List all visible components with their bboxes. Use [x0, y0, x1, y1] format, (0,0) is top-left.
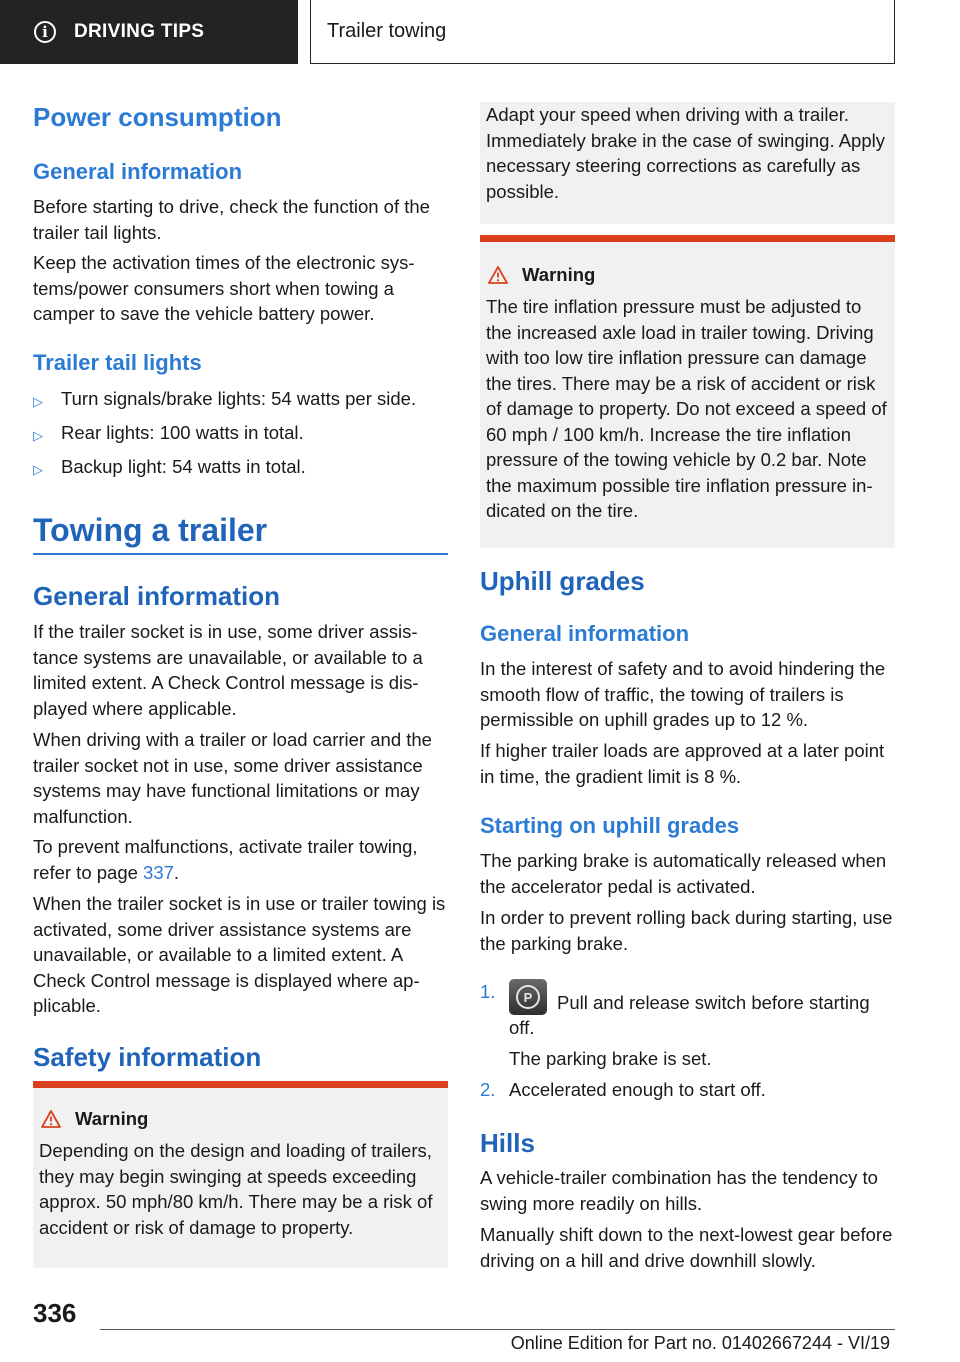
triangle-bullet-icon: ▷ — [33, 462, 43, 477]
info-icon: i — [34, 21, 56, 43]
page-number: 336 — [33, 1298, 77, 1328]
footer-divider — [100, 1329, 895, 1330]
continued-text: Adapt your speed when driving with a trailer. Immediately brake in the case of swinging. Apply necessary steering corrections as carefully as possible. — [486, 104, 885, 202]
uphill-paragraph-1: In the interest of safety and to avoid hindering the smooth flow of traffic, the towing of trailers is permissible on uphill grades up to 12 %. — [480, 658, 886, 730]
towing-a-trailer-heading: Towing a trailer — [33, 512, 268, 548]
starting-uphill-heading: Starting on uphill grades — [480, 813, 740, 838]
uphill-grades-heading: Uphill grades — [480, 566, 645, 596]
section-header — [310, 0, 895, 64]
step-number: 2. — [480, 1079, 496, 1100]
section-divider — [33, 553, 448, 555]
steps-list — [480, 979, 895, 1102]
list-item-text: Rear lights: 100 watts in total. — [61, 422, 304, 443]
warning-text: Depending on the design and loading of trailers, they may begin swinging at speeds exceeding approx. 50 mph/80 km/h. There may be a risk of accident or risk of damage to property. — [39, 1140, 433, 1238]
power-consumption-heading: Power consumption — [33, 102, 282, 132]
warning-triangle-icon — [41, 1110, 61, 1128]
tail-lights-list — [33, 386, 448, 482]
section-title: Trailer towing — [327, 20, 447, 42]
step-number: 1. — [480, 981, 496, 1002]
continued-callout — [480, 102, 895, 224]
hills-paragraph-2: Manually shift down to the next-lowest gear before driving on a hill and drive downhill slowly. — [480, 1224, 893, 1271]
starting-paragraph-1: The parking brake is automatically released when the accelerator pedal is activated. — [480, 850, 887, 897]
towing-paragraph-3 — [33, 834, 448, 885]
warning-header — [480, 264, 895, 286]
parking-brake-glyph: P — [516, 985, 540, 1009]
starting-paragraph-2: In order to prevent rolling back during starting, use the parking brake. — [480, 907, 893, 954]
warning-triangle-icon — [488, 266, 508, 284]
step-text: Accelerated enough to start off. — [509, 1079, 766, 1100]
warning-label: Warning — [522, 264, 596, 285]
towing-paragraph-3-end: . — [173, 861, 180, 883]
warning-header — [33, 1108, 448, 1130]
uphill-general-info-heading: General information — [480, 621, 690, 646]
chapter-label: DRIVING TIPS — [74, 21, 205, 42]
parking-brake-switch-icon — [509, 979, 547, 1015]
list-item-text: Backup light: 54 watts in total. — [61, 456, 306, 477]
step-item — [480, 1077, 895, 1102]
trailer-tail-lights-heading: Trailer tail lights — [33, 350, 202, 375]
step-subtext: The parking brake is set. — [509, 1048, 712, 1069]
hills-paragraph-1: A vehicle-trailer combination has the tendency to swing more readily on hills. — [480, 1167, 878, 1214]
warning-callout — [480, 235, 895, 548]
step-item — [480, 979, 895, 1071]
general-info-paragraph-1: Before starting to drive, check the function of the trailer tail lights. — [33, 196, 430, 243]
list-item — [33, 454, 448, 482]
step-text: Pull and release switch before starting off. — [509, 992, 870, 1038]
safety-info-heading: Safety information — [33, 1042, 262, 1072]
towing-general-info-heading: General information — [33, 581, 281, 611]
list-item-text: Turn signals/brake lights: 54 watts per side. — [61, 388, 417, 409]
towing-paragraph-4: When the trailer socket is in use or trailer towing is activated, some driver assistance systems are unavailable, or available to a limited extent. A Check Control message is displayed where applicable. — [33, 893, 446, 1016]
towing-paragraph-3-text: To prevent malfunctions, activate trailer towing, refer to page — [33, 836, 418, 883]
list-item — [33, 420, 448, 448]
warning-label: Warning — [75, 1108, 149, 1129]
triangle-bullet-icon: ▷ — [33, 394, 43, 409]
towing-paragraph-1: If the trailer socket is in use, some driver assistance systems are unavailable, or available to a limited extent. A Check Control message is displayed where applicable. — [33, 621, 423, 719]
page-reference-link[interactable]: 337 — [143, 861, 174, 883]
warning-callout — [33, 1081, 448, 1268]
hills-heading: Hills — [480, 1128, 535, 1158]
towing-paragraph-2: When driving with a trailer or load carrier and the trailer socket not in use, some driver assistance systems may have functional limitations or may malfunction. — [33, 729, 432, 827]
general-info-paragraph-2: Keep the activation times of the electronic systems/power consumers short when towing a camper to save the vehicle battery power. — [33, 252, 415, 324]
warning-text: The tire inflation pressure must be adjusted to the increased axle load in trailer towing. Driving with too low tire inflation pressure can damage the tires. There may be a risk of accident or risk of damage to property. Do not exceed a speed of 60 mph / 100 km/h. Increase the tire inflation pressure of the towing vehicle by 0.2 bar. Note the maximum possible tire inflation pressure indicated on the tire. — [486, 296, 887, 521]
list-item — [33, 386, 448, 414]
triangle-bullet-icon: ▷ — [33, 428, 43, 443]
general-info-heading: General information — [33, 159, 243, 184]
uphill-paragraph-2: If higher trailer loads are approved at a later point in time, the gradient limit is 8 %. — [480, 740, 885, 787]
edition-text: Online Edition for Part no. 01402667244 - VI/19 — [510, 1333, 890, 1353]
chapter-tab — [0, 0, 298, 64]
